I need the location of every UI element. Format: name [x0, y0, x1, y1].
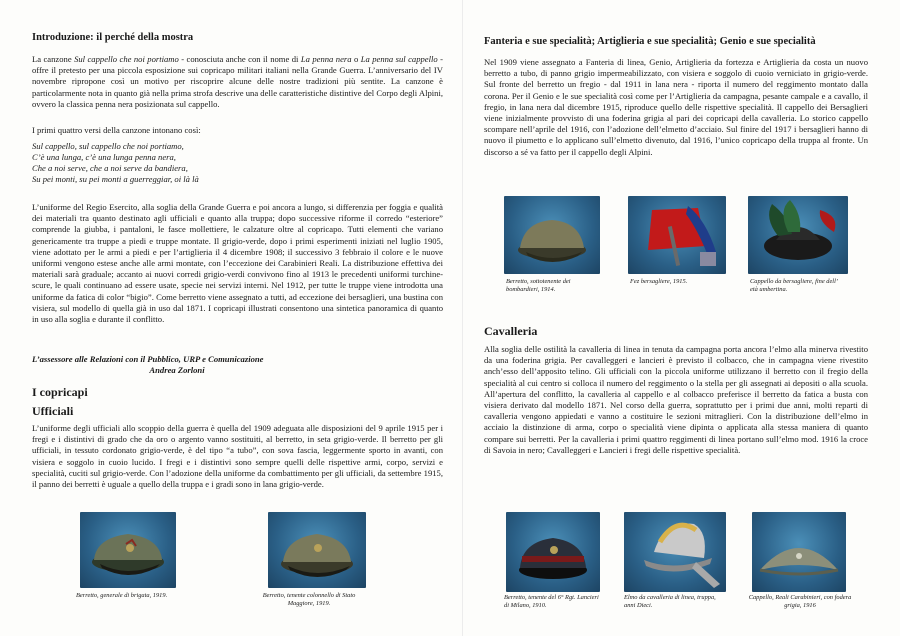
photo-cappello-carabinieri [752, 512, 846, 592]
fanteria-title: Fanteria e sue specialità; Artiglieria e sue specialità; Genio e sue specialità [484, 36, 816, 47]
caption-berretto-generale: Berretto, generale di brigata, 1919. [76, 592, 168, 599]
copricapi-title: I copricapi [32, 385, 88, 399]
caption-elmo-cavalleria: Elmo da cavalleria di linea, truppa, anni Dieci. [624, 594, 716, 609]
ufficiali-title: Ufficiali [32, 404, 74, 418]
hat-illustration [752, 512, 846, 592]
intro-paragraph: La canzone Sul cappello che noi portiamo - conosciuta anche con il nome di La penna nera o La penna sul cappello - offre il pretesto per una piccola esposizione sui copricapo militari italiani nella Grande Guerra. L’anniversario del IV novembre ripropone così un motivo per riscoprire alcune delle nostre tradizioni più sentite. La canzone è particolarmente nota in quanto già nella prima strofa descrive una delle caratteristiche distintive del Corpo degli Alpini, ovvero la classica penna nera posizionata sul cappello. [32, 54, 443, 109]
cavalleria-title: Cavalleria [484, 324, 538, 338]
page-fold [462, 0, 463, 636]
helmet-illustration [624, 512, 726, 592]
song-intro-line: I primi quattro versi della canzone intonano così: [32, 125, 201, 135]
cap-illustration [506, 512, 600, 592]
photo-elmo-cavalleria [624, 512, 726, 592]
fanteria-paragraph: Nel 1909 viene assegnato a Fanteria di linea, Genio, Artiglieria da fortezza e Artiglieria da costa un nuovo berretto a tubo, di panno grigio impermeabilizzato, con visiera e soggolo di cuoio verniciato in grigio-verde. Sul fronte del berretto un fregio - dal 1911 in lana nera - riporta il numero del reggimento montato dalla corona. Per il Genio e le sue specialità così come per l’Artiglieria da campagna, pesante campale e a cavallo, il fregio, in lana nera dal dicembre 1915, riproduce quello delle rispettive specialità. Il cappello dei Bersaglieri viene inizialmente provvisto di una foderina grigia al pari dei copricapi della cavalleria. Lo storico cappello scompare nell’aprile del 1916, con l’adozione dell’elmetto d’acciaio. Sul finire del 1917 i bersaglieri hanno di nuovo il piumetto e lo applicano sull’elmetto divenuto, dal 1916, l’unico copricapo della truppa al fronte. Un discorso a sé va fatto per il cappello degli Alpini. [484, 57, 868, 157]
caption-berretto-tenente-colonnello: Berretto, tenente colonnello di Stato Maggiore, 1919. [262, 592, 356, 607]
cap-illustration [504, 196, 600, 274]
caption-cappello-carabinieri: Cappello, Reali Carabinieri, con fodera grigia, 1916 [748, 594, 852, 609]
hat-illustration [748, 196, 848, 274]
intro-title: Introduzione: il perché della mostra [32, 32, 194, 43]
cap-illustration [80, 512, 176, 588]
signature-name: Andrea Zorloni [149, 365, 205, 375]
caption-berretto-lancieri: Berretto, tenente del 6° Rgt. Lancieri di Milano, 1910. [504, 594, 599, 609]
caption-cappello-bersagliere: Cappello da bersagliere, fine dell’ età umbertina. [750, 278, 838, 293]
photo-berretto-generale [80, 512, 176, 588]
song-line: Su pei monti, su pei monti a guerreggiar, oi là là [32, 174, 199, 184]
signature-role: L’assessore alle Relazioni con il Pubblico, URP e Comunicazione [32, 354, 264, 364]
song-line: Sul cappello, sul cappello che noi portiamo, [32, 141, 184, 151]
ufficiali-paragraph: L’uniforme degli ufficiali allo scoppio della guerra è quella del 1909 adeguata alle disposizioni del 9 aprile 1915 per i fregi e i distintivi di grado che da oro o argento vanno sostituiti, al berretto, in seta grigio-verde. Il berretto per gli ufficiali, in tessuto cordonato grigio-verde, è del tipo “a tubo”, con sova fascia, leggermente sporto in avanti, con visiera e soggolo in cuoio lucido. I fregi e i distintivi sono sempre quelli delle rispettive armi, corpo, servizi e specialità, cuciti sul grigio-verde. Con l’adozione della uniforme da combattimento per gli ufficiali, da settembre 1915, il panno dei berretti è uguale a quello della truppa e i gradi sono in lana grigio-verde. [32, 423, 443, 490]
cavalleria-paragraph: Alla soglia delle ostilità la cavalleria di linea in tenuta da campagna porta ancora l’elmo alla minerva rivestito da una foderina grigia. Per cavalleggeri e lancieri è previsto il colbacco, che in campagna viene rivestito anch’esso dell’apposito telino. Gli ufficiali con la piccola uniforme utilizzano il berretto con il fregio della specialità al cui centro si colloca il numero del reggimento o la stella per gli assegnati ai depositi o alla scuola. All’apertura del conflitto, la cavalleria al cappello e al colbacco preferisce il berretto da fatica a busta con visiera derivato dal modello 1871. Nel corso della guerra, soprattutto per i primi due anni, molti reparti di cavalleria vengono appiedati e vanno a costituire le sezioni mitraglieri. Con la distribuzione dell’elmo in acciaio la distinzione di arma, corpo o specialità viene dipinta o applicata alla stessa maniera di quanto compare sui berretti. Per la cavalleria i primi quattro reggimenti di linea portano sull’elmo mod. 1916 la croce di Savoia in nero; Cavalleggeri e Lancieri i fregi delle rispettive specialità. [484, 344, 868, 455]
caption-berretto-bombardieri: Berretto, sottotenente dei bombardieri, 1914. [506, 278, 571, 293]
cap-illustration [268, 512, 366, 588]
photo-cappello-bersagliere [748, 196, 848, 274]
song-line: Che a noi serve, che a noi serve da bandiera, [32, 163, 188, 173]
photo-fez-bersagliere [628, 196, 726, 274]
photo-berretto-tenente-colonnello [268, 512, 366, 588]
photo-berretto-bombardieri [504, 196, 600, 274]
caption-fez-bersagliere: Fez bersagliere, 1915. [630, 278, 688, 285]
uniform-history-paragraph: L’uniforme del Regio Esercito, alla soglia della Grande Guerra e poi ancora a lungo, si differenzia per foggia e qualità dei materiali tra quanto destinato agli ufficiali e quanto alla truppa; dopo successive riforme il corredo “esteriore” comprende la giubba, i pantaloni, le fasce mollettiere, le calzature oltre al copricapo. Tutti elementi che variano genericamente tra truppe a piedi e truppe montate. Il grigio-verde, dopo i primi esperimenti iniziati nel luglio 1905, viene adottato per le armi a piedi e per l’artiglieria il 4 dicembre 1908; il successivo 3 febbraio il colore e le nuove uniformi vengono estese anche alle armi montate, con l’eccezione dei Carabinieri Reali. La distribuzione effettiva dei materiali sarà graduale; accanto ai nuovi corredi grigio-verdi convivono fino al 1913 le precedenti uniformi turchine-scure, le quali continuano ad essere usate, specie nei servizi interni. Nel 1912, per tutte le truppe viene introdotta una uniforme da fatica di color “bigio”. Come berretto viene assegnato a tutti, ad eccezione dei bersaglieri, una bustina con visiera, sul modello di quella già in uso dal 1871. I copricapi illustrati consentono una sintetica panoramica di quanto in uso alla soglia e durante il conflitto. [32, 202, 443, 325]
song-line: C’è una lunga, c’è una lunga penna nera, [32, 152, 176, 162]
fez-illustration [628, 196, 726, 274]
photo-berretto-lancieri [506, 512, 600, 592]
